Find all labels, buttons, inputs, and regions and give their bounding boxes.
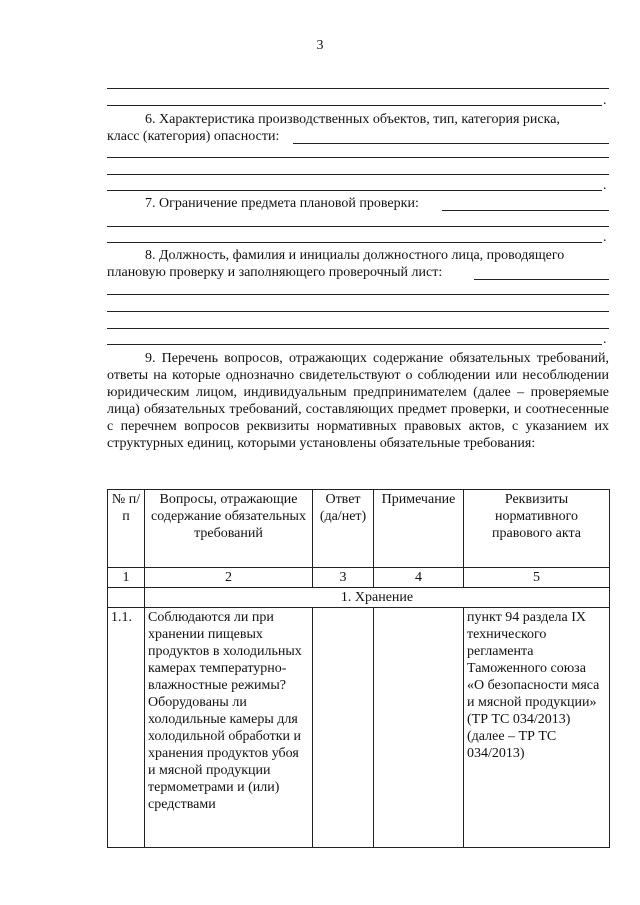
blank-line: [107, 344, 602, 345]
blank-line: [107, 157, 609, 158]
row-reference: пункт 94 раздела IX технического регламента Таможенного союза «О безопасности мяса и мясной продукции» (ТР ТС 034/2013) (далее – ТР ТС 034/2013): [464, 608, 610, 848]
item-8-field[interactable]: [474, 279, 609, 280]
blank-line: [107, 190, 602, 191]
blank-line: [107, 311, 609, 312]
row-question: Соблюдаются ли при хранении пищевых продуктов в холодильных камерах температурно-влажностные режимы? Оборудованы ли холодильные камеры для холодильной обработки и хранения продуктов убоя и мясной продукции термометрами и (или) средствами: [145, 608, 313, 848]
header-reference: Реквизиты нормативного правового акта: [464, 490, 610, 568]
row-number: 1.1.: [108, 608, 145, 848]
header-note: Примечание: [374, 490, 464, 568]
row-answer-cell[interactable]: [313, 608, 374, 848]
blank-line: [107, 242, 602, 243]
blank-line: [107, 174, 609, 175]
section-row: [108, 588, 610, 608]
column-number-row: [108, 568, 610, 588]
column-number: 5: [464, 568, 610, 588]
line-end-period: .: [603, 178, 607, 193]
line-end-period: .: [603, 332, 607, 347]
page-number: 3: [316, 38, 324, 53]
checklist-table: [107, 489, 610, 848]
item-7-text: 7. Ограничение предмета плановой проверки:: [145, 196, 419, 211]
item-6-field[interactable]: [293, 143, 609, 144]
section-title: 1. Хранение: [145, 588, 610, 608]
column-number: 1: [108, 568, 145, 588]
item-6-text: 6. Характеристика производственных объектов, тип, категория риска,: [145, 112, 560, 127]
blank-line: [107, 294, 609, 295]
column-number: 3: [313, 568, 374, 588]
table-row: [108, 608, 610, 848]
blank-line: [107, 226, 609, 227]
table-header-row: [108, 490, 610, 568]
blank-line: [107, 105, 602, 106]
item-9-paragraph: 9. Перечень вопросов, отражающих содержание обязательных требований, ответы на которые однозначно свидетельствуют о соблюдении или несоблюдении юридическим лицом, индивидуальным предпринимателем (далее – проверяемые лица) обязательных требований, составляющих предмет проверки, и соотнесенные с перечнем вопросов реквизиты нормативных правовых актов, с указанием их структурных единиц, которыми установлены обязательные требования:: [107, 351, 609, 451]
blank-line: [107, 328, 609, 329]
line-end-period: .: [603, 93, 607, 108]
item-7-field[interactable]: [442, 210, 609, 211]
column-number: 4: [374, 568, 464, 588]
column-number: 2: [145, 568, 313, 588]
blank-line: [107, 88, 609, 89]
row-note-cell[interactable]: [374, 608, 464, 848]
item-6-text-cont: класс (категория) опасности:: [107, 129, 280, 144]
header-num: № п/п: [108, 490, 145, 568]
line-end-period: .: [603, 230, 607, 245]
item-8-text: 8. Должность, фамилия и инициалы должностного лица, проводящего: [145, 248, 565, 263]
header-answer: Ответ (да/нет): [313, 490, 374, 568]
header-questions: Вопросы, отражающие содержание обязательных требований: [145, 490, 313, 568]
item-8-text-cont: плановую проверку и заполняющего проверочный лист:: [107, 265, 443, 280]
